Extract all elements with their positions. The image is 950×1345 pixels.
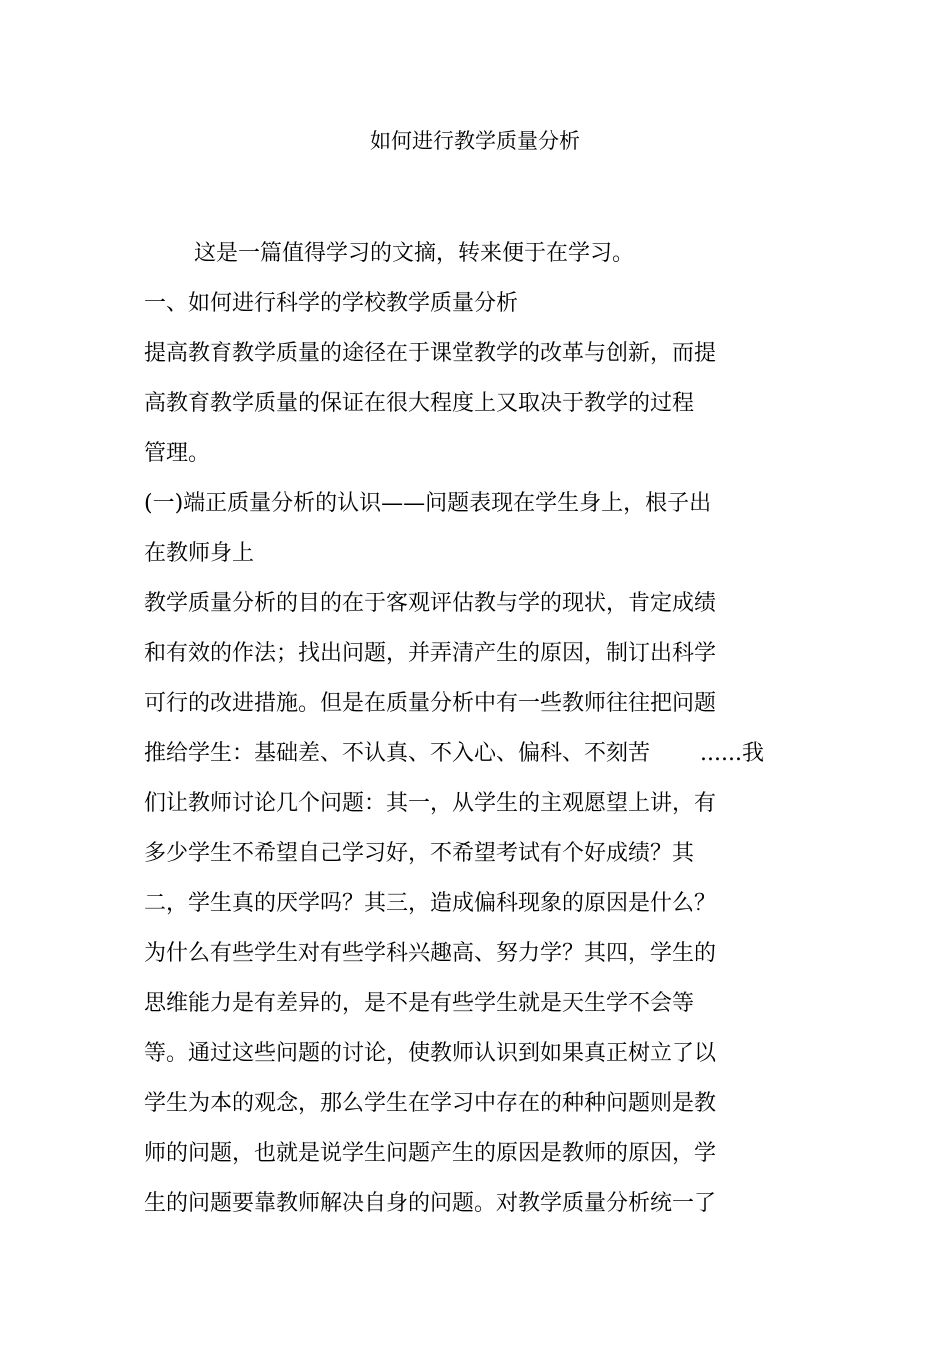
paragraph-line [144, 729, 804, 779]
paragraph-line: 生的问题要靠教师解决自身的问题。对教学质量分析统一了 [144, 1191, 717, 1216]
paragraph-line: 这是一篇值得学习的文摘，转来便于在学习。 [194, 241, 635, 266]
subsection-heading: 在教师身上 [144, 541, 255, 566]
paragraph-line: 教学质量分析的目的在于客观评估教与学的现状，肯定成绩 [144, 591, 717, 616]
paragraph-line: 可行的改进措施。但是在质量分析中有一些教师往往把问题 [144, 691, 717, 716]
document-body [144, 229, 804, 1229]
paragraph-line: 二，学生真的厌学吗？其三，造成偏科现象的原因是什么？ [144, 891, 717, 916]
paragraph-line: 高教育教学质量的保证在很大程度上又取决于教学的过程 [144, 391, 695, 416]
paragraph-line: 等。通过这些问题的讨论，使教师认识到如果真正树立了以 [144, 1041, 717, 1066]
subsection-heading: (一)端正质量分析的认识——问题表现在学生身上，根子出 [144, 491, 712, 516]
paragraph-line: 师的问题，也就是说学生问题产生的原因是教师的原因，学 [144, 1141, 717, 1166]
paragraph-line: 和有效的作法；找出问题，并弄清产生的原因，制订出科学 [144, 641, 717, 666]
paragraph-line: 管理。 [144, 441, 211, 466]
paragraph-line: 们让教师讨论几个问题：其一，从学生的主观愿望上讲，有 [144, 791, 717, 816]
paragraph-line: 为什么有些学生对有些学科兴趣高、努力学？其四，学生的 [144, 941, 717, 966]
paragraph-line: 学生为本的观念，那么学生在学习中存在的种种问题则是教 [144, 1091, 717, 1116]
paragraph-line-part: 推给学生：基础差、不认真、不入心、偏科、不刻苦 [144, 741, 651, 766]
paragraph-line: 多少学生不希望自己学习好，不希望考试有个好成绩？其 [144, 841, 695, 866]
section-heading: 一、如何进行科学的学校教学质量分析 [144, 291, 519, 316]
paragraph-line: 提高教育教学质量的途径在于课堂教学的改革与创新，而提 [144, 341, 717, 366]
document-title: 如何进行教学质量分析 [370, 129, 580, 153]
paragraph-line: 思维能力是有差异的，是不是有些学生就是天生学不会等 [144, 991, 695, 1016]
paragraph-line-part: ......我 [700, 741, 764, 766]
